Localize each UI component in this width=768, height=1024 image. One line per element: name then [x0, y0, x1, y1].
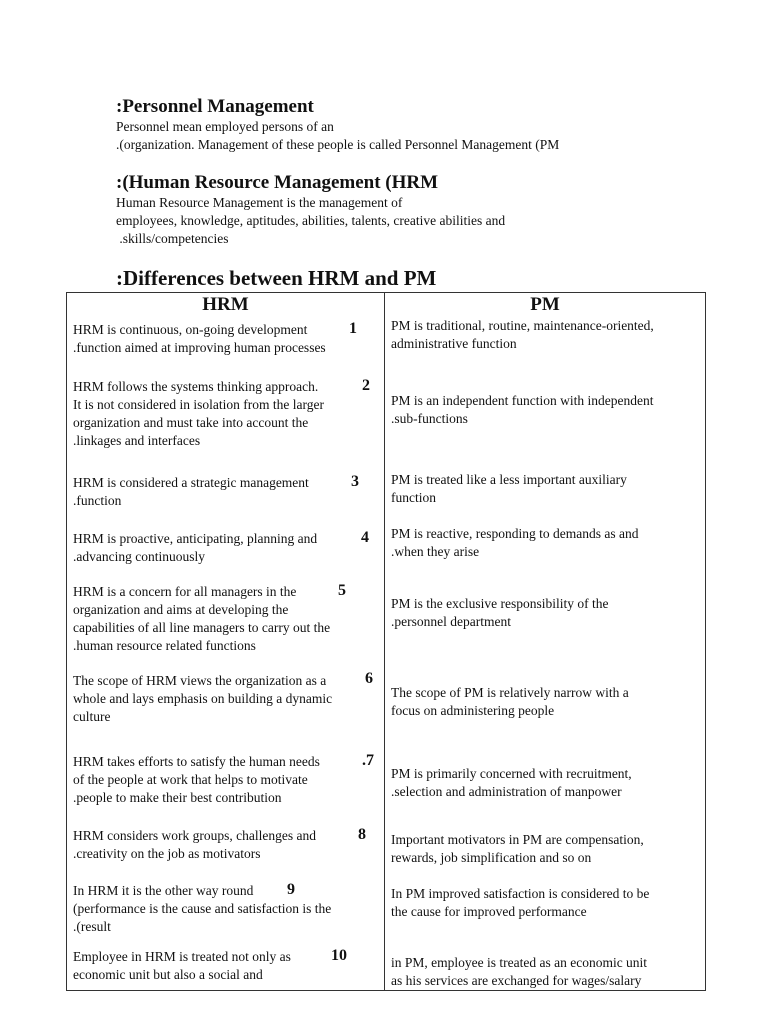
- table-row: [67, 745, 706, 819]
- hrm-column-header: HRM: [67, 293, 385, 318]
- table-row: [67, 317, 706, 374]
- hrm-cell-line: .advancing continuously: [73, 549, 205, 564]
- pm-cell-line: as his services are exchanged for wages/salary: [391, 973, 642, 988]
- row-number: 2: [362, 377, 370, 394]
- hrm-line: .skills/competencies: [116, 231, 229, 246]
- row-number: 4: [361, 529, 369, 546]
- pm-cell-line: PM is primarily concerned with recruitment,: [391, 766, 632, 781]
- hrm-cell-line: HRM is continuous, on-going development: [73, 322, 308, 337]
- pm-cell: [385, 523, 706, 578]
- hrm-cell-line: .people to make their best contribution: [73, 790, 282, 805]
- hrm-cell-line: HRM is considered a strategic management: [73, 475, 309, 490]
- hrm-cell-line: HRM is a concern for all managers in the: [73, 584, 297, 599]
- pm-cell: [385, 819, 706, 875]
- hrm-cell: [67, 374, 385, 466]
- pm-cell-line: function: [391, 490, 436, 505]
- table-row: [67, 819, 706, 875]
- hrm-cell-line: HRM considers work groups, challenges and: [73, 828, 316, 843]
- pm-cell-line: administrative function: [391, 336, 517, 351]
- hrm-cell-line: .human resource related functions: [73, 638, 256, 653]
- pm-cell: [385, 745, 706, 819]
- hrm-cell-line: .function: [73, 493, 122, 508]
- pm-cell-line: The scope of PM is relatively narrow with a: [391, 685, 629, 700]
- table-row: [67, 875, 706, 943]
- hrm-cell: [67, 578, 385, 672]
- hrm-cell: [67, 819, 385, 875]
- hrm-cell-line: capabilities of all line managers to carry out the: [73, 620, 331, 635]
- hrm-cell: [67, 875, 385, 943]
- hrm-cell: [67, 466, 385, 523]
- pm-cell-line: In PM improved satisfaction is considered to be: [391, 886, 650, 901]
- pm-cell-line: focus on administering people: [391, 703, 555, 718]
- hrm-heading: :(Human Resource Management (HRM: [116, 172, 439, 193]
- table-header-row: [67, 293, 706, 318]
- hrm-cell: [67, 672, 385, 745]
- hrm-cell: [67, 943, 385, 991]
- table-row: [67, 943, 706, 991]
- differences-heading: :Differences between HRM and PM: [116, 266, 437, 290]
- row-number: 10: [331, 947, 347, 964]
- row-number: 5: [338, 582, 346, 599]
- hrm-cell-line: Employee in HRM is treated not only as: [73, 949, 291, 964]
- hrm-cell: [67, 523, 385, 578]
- hrm-cell-line: of the people at work that helps to motivate: [73, 772, 308, 787]
- hrm-cell-line: .linkages and interfaces: [73, 433, 201, 448]
- hrm-cell-line: .function aimed at improving human processes: [73, 340, 326, 355]
- pm-cell-line: .sub-functions: [391, 411, 468, 426]
- pm-cell-line: Important motivators in PM are compensation,: [391, 832, 644, 847]
- hrm-cell-line: HRM follows the systems thinking approach.: [73, 379, 319, 394]
- hrm-cell-line: HRM is proactive, anticipating, planning and: [73, 531, 318, 546]
- pm-cell-line: PM is the exclusive responsibility of the: [391, 596, 609, 611]
- hrm-cell: [67, 317, 385, 374]
- pm-cell-line: PM is treated like a less important auxiliary: [391, 472, 627, 487]
- hrm-cell-line: In HRM it is the other way round: [73, 883, 254, 898]
- row-number: 8: [358, 826, 366, 843]
- differences-section: [116, 266, 676, 290]
- hrm-cell-line: culture: [73, 709, 111, 724]
- pm-cell: [385, 466, 706, 523]
- row-number: 1: [349, 320, 357, 337]
- hrm-line: employees, knowledge, aptitudes, abilities, talents, creative abilities and: [116, 213, 506, 228]
- pm-cell: [385, 672, 706, 745]
- pm-cell-line: .when they arise: [391, 544, 480, 559]
- personnel-heading: :Personnel Management: [116, 96, 314, 117]
- table-row: [67, 578, 706, 672]
- pm-column-header: PM: [385, 293, 706, 318]
- pm-cell-line: rewards, job simplification and so on: [391, 850, 592, 865]
- row-number: 6: [365, 670, 373, 687]
- hrm-cell-line: .(result: [73, 919, 111, 934]
- pm-cell-line: PM is an independent function with independent: [391, 393, 654, 408]
- hrm-cell-line: The scope of HRM views the organization as a: [73, 673, 327, 688]
- pm-cell-line: .selection and administration of manpower: [391, 784, 622, 799]
- pm-cell: [385, 875, 706, 943]
- table-row: [67, 523, 706, 578]
- personnel-line: Personnel mean employed persons of an: [116, 119, 334, 134]
- row-number: 3: [351, 473, 359, 490]
- pm-cell-line: PM is reactive, responding to demands as and: [391, 526, 639, 541]
- hrm-cell-line: It is not considered in isolation from the larger: [73, 397, 324, 412]
- personnel-section: [116, 96, 676, 154]
- hrm-cell: [67, 745, 385, 819]
- pm-cell-line: .personnel department: [391, 614, 511, 629]
- pm-cell-line: PM is traditional, routine, maintenance-oriented,: [391, 318, 654, 333]
- hrm-cell-line: whole and lays emphasis on building a dynamic: [73, 691, 333, 706]
- personnel-line: .(organization. Management of these people is called Personnel Management (PM: [116, 137, 560, 152]
- differences-table: [66, 292, 706, 991]
- row-number: .7: [362, 752, 374, 769]
- hrm-cell-line: HRM takes efforts to satisfy the human needs: [73, 754, 320, 769]
- table-row: [67, 466, 706, 523]
- table-row: [67, 374, 706, 466]
- hrm-section: [116, 172, 676, 248]
- hrm-cell-line: organization and aims at developing the: [73, 602, 289, 617]
- hrm-cell-line: economic unit but also a social and: [73, 967, 263, 982]
- pm-cell: [385, 943, 706, 991]
- pm-cell: [385, 578, 706, 672]
- hrm-paragraph: [116, 194, 676, 248]
- hrm-cell-line: (performance is the cause and satisfaction is the: [73, 901, 332, 916]
- hrm-cell-line: organization and must take into account the: [73, 415, 309, 430]
- pm-cell-line: the cause for improved performance: [391, 904, 587, 919]
- row-number: 9: [287, 881, 295, 898]
- pm-cell: [385, 374, 706, 466]
- pm-cell-line: in PM, employee is treated as an economic unit: [391, 955, 648, 970]
- personnel-paragraph: [116, 118, 676, 154]
- hrm-cell-line: .creativity on the job as motivators: [73, 846, 261, 861]
- hrm-line: Human Resource Management is the management of: [116, 195, 403, 210]
- pm-cell: [385, 317, 706, 374]
- table-row: [67, 672, 706, 745]
